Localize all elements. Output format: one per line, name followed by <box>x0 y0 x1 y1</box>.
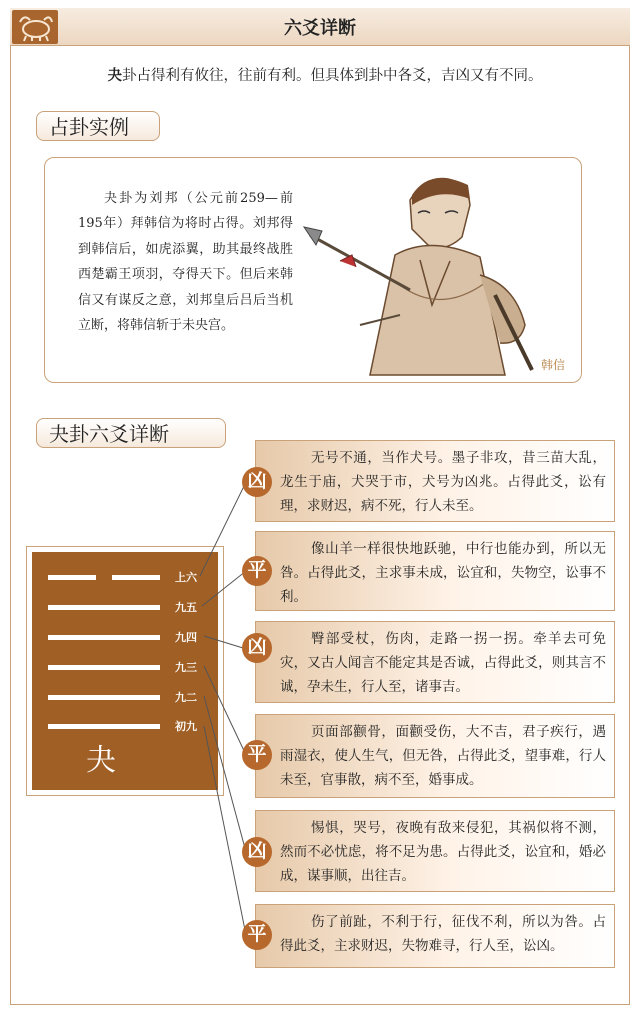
verdict-badge-jiuer: 凶 <box>242 837 272 867</box>
yao-label-jiusi: 九四 <box>175 631 197 644</box>
verdict-badge-jiusan: 平 <box>242 740 272 770</box>
yao-detail-jiuer: 惕惧，哭号，夜晚有敌来侵犯，其祸似将不测，然而不必忧虑，将不足为患。占得此爻，讼宜和，婚必成，谋事顺，出往吉。 <box>255 810 615 892</box>
yao-detail-jiusi: 臀部受杖，伤肉，走路一拐一拐。牵羊去可免灾，又古人闻言不能定其是否诚，占得此爻，则其言不诚，孕未生，行人至，诸事吉。 <box>255 621 615 703</box>
section-heading-six-lines: 夬卦六爻详断 <box>36 418 226 448</box>
intro-body: 卦占得利有攸往，往前有利。但具体到卦中各爻，吉凶又有不同。 <box>122 68 543 84</box>
yao-detail-chujiu: 伤了前趾，不利于行，征伐不利，所以为咎。占得此爻，主求财迟，失物难寻，行人至，讼凶。 <box>255 904 615 968</box>
section-heading-example: 占卦实例 <box>36 111 160 141</box>
yao-label-shangliu: 上六 <box>175 571 197 584</box>
page-title: 六爻详断 <box>284 18 356 39</box>
verdict-badge-chujiu: 平 <box>242 920 272 950</box>
yao-detail-shangliu: 无号不通，当作犬号。墨子非攻，昔三苗大乱，龙生于庙，犬哭于市，犬号为凶兆。占得此爻，讼有理，求财迟，病不死，行人未至。 <box>255 440 615 522</box>
verdict-badge-shangliu: 凶 <box>242 467 272 497</box>
yao-label-jiusan: 九三 <box>175 661 197 674</box>
yao-detail-jiusan: 页面部颧骨，面颧受伤，大不吉，君子疾行，遇雨湿衣，使人生气，但无咎，占得此爻，望事难，行人未至，官事散，病不至，婚事成。 <box>255 714 615 798</box>
example-text: 夬卦为刘邦（公元前259—前195年）拜韩信为将时占得。刘邦得到韩信后，如虎添翼，助其最终战胜西楚霸王项羽，夺得天下。但后来韩信又有谋反之意，刘邦皇后吕后当机立断，将韩信斩于未央宫。 <box>78 191 293 334</box>
yao-label-chujiu: 初九 <box>175 720 197 733</box>
verdict-badge-jiuwu: 平 <box>242 556 272 586</box>
yao-label-jiuer: 九二 <box>175 691 197 704</box>
portrait-caption: 韩信 <box>541 358 566 372</box>
hexagram-name: 夬 <box>86 743 116 778</box>
yao-detail-jiuwu: 像山羊一样很快地跃驰，中行也能办到，所以无咎。占得此爻，主求事未成，讼宜和，失物空，讼事不利。 <box>255 531 615 611</box>
intro-lead: 夬 <box>107 68 122 84</box>
yao-label-jiuwu: 九五 <box>175 601 197 614</box>
verdict-badge-jiusi: 凶 <box>242 633 272 663</box>
